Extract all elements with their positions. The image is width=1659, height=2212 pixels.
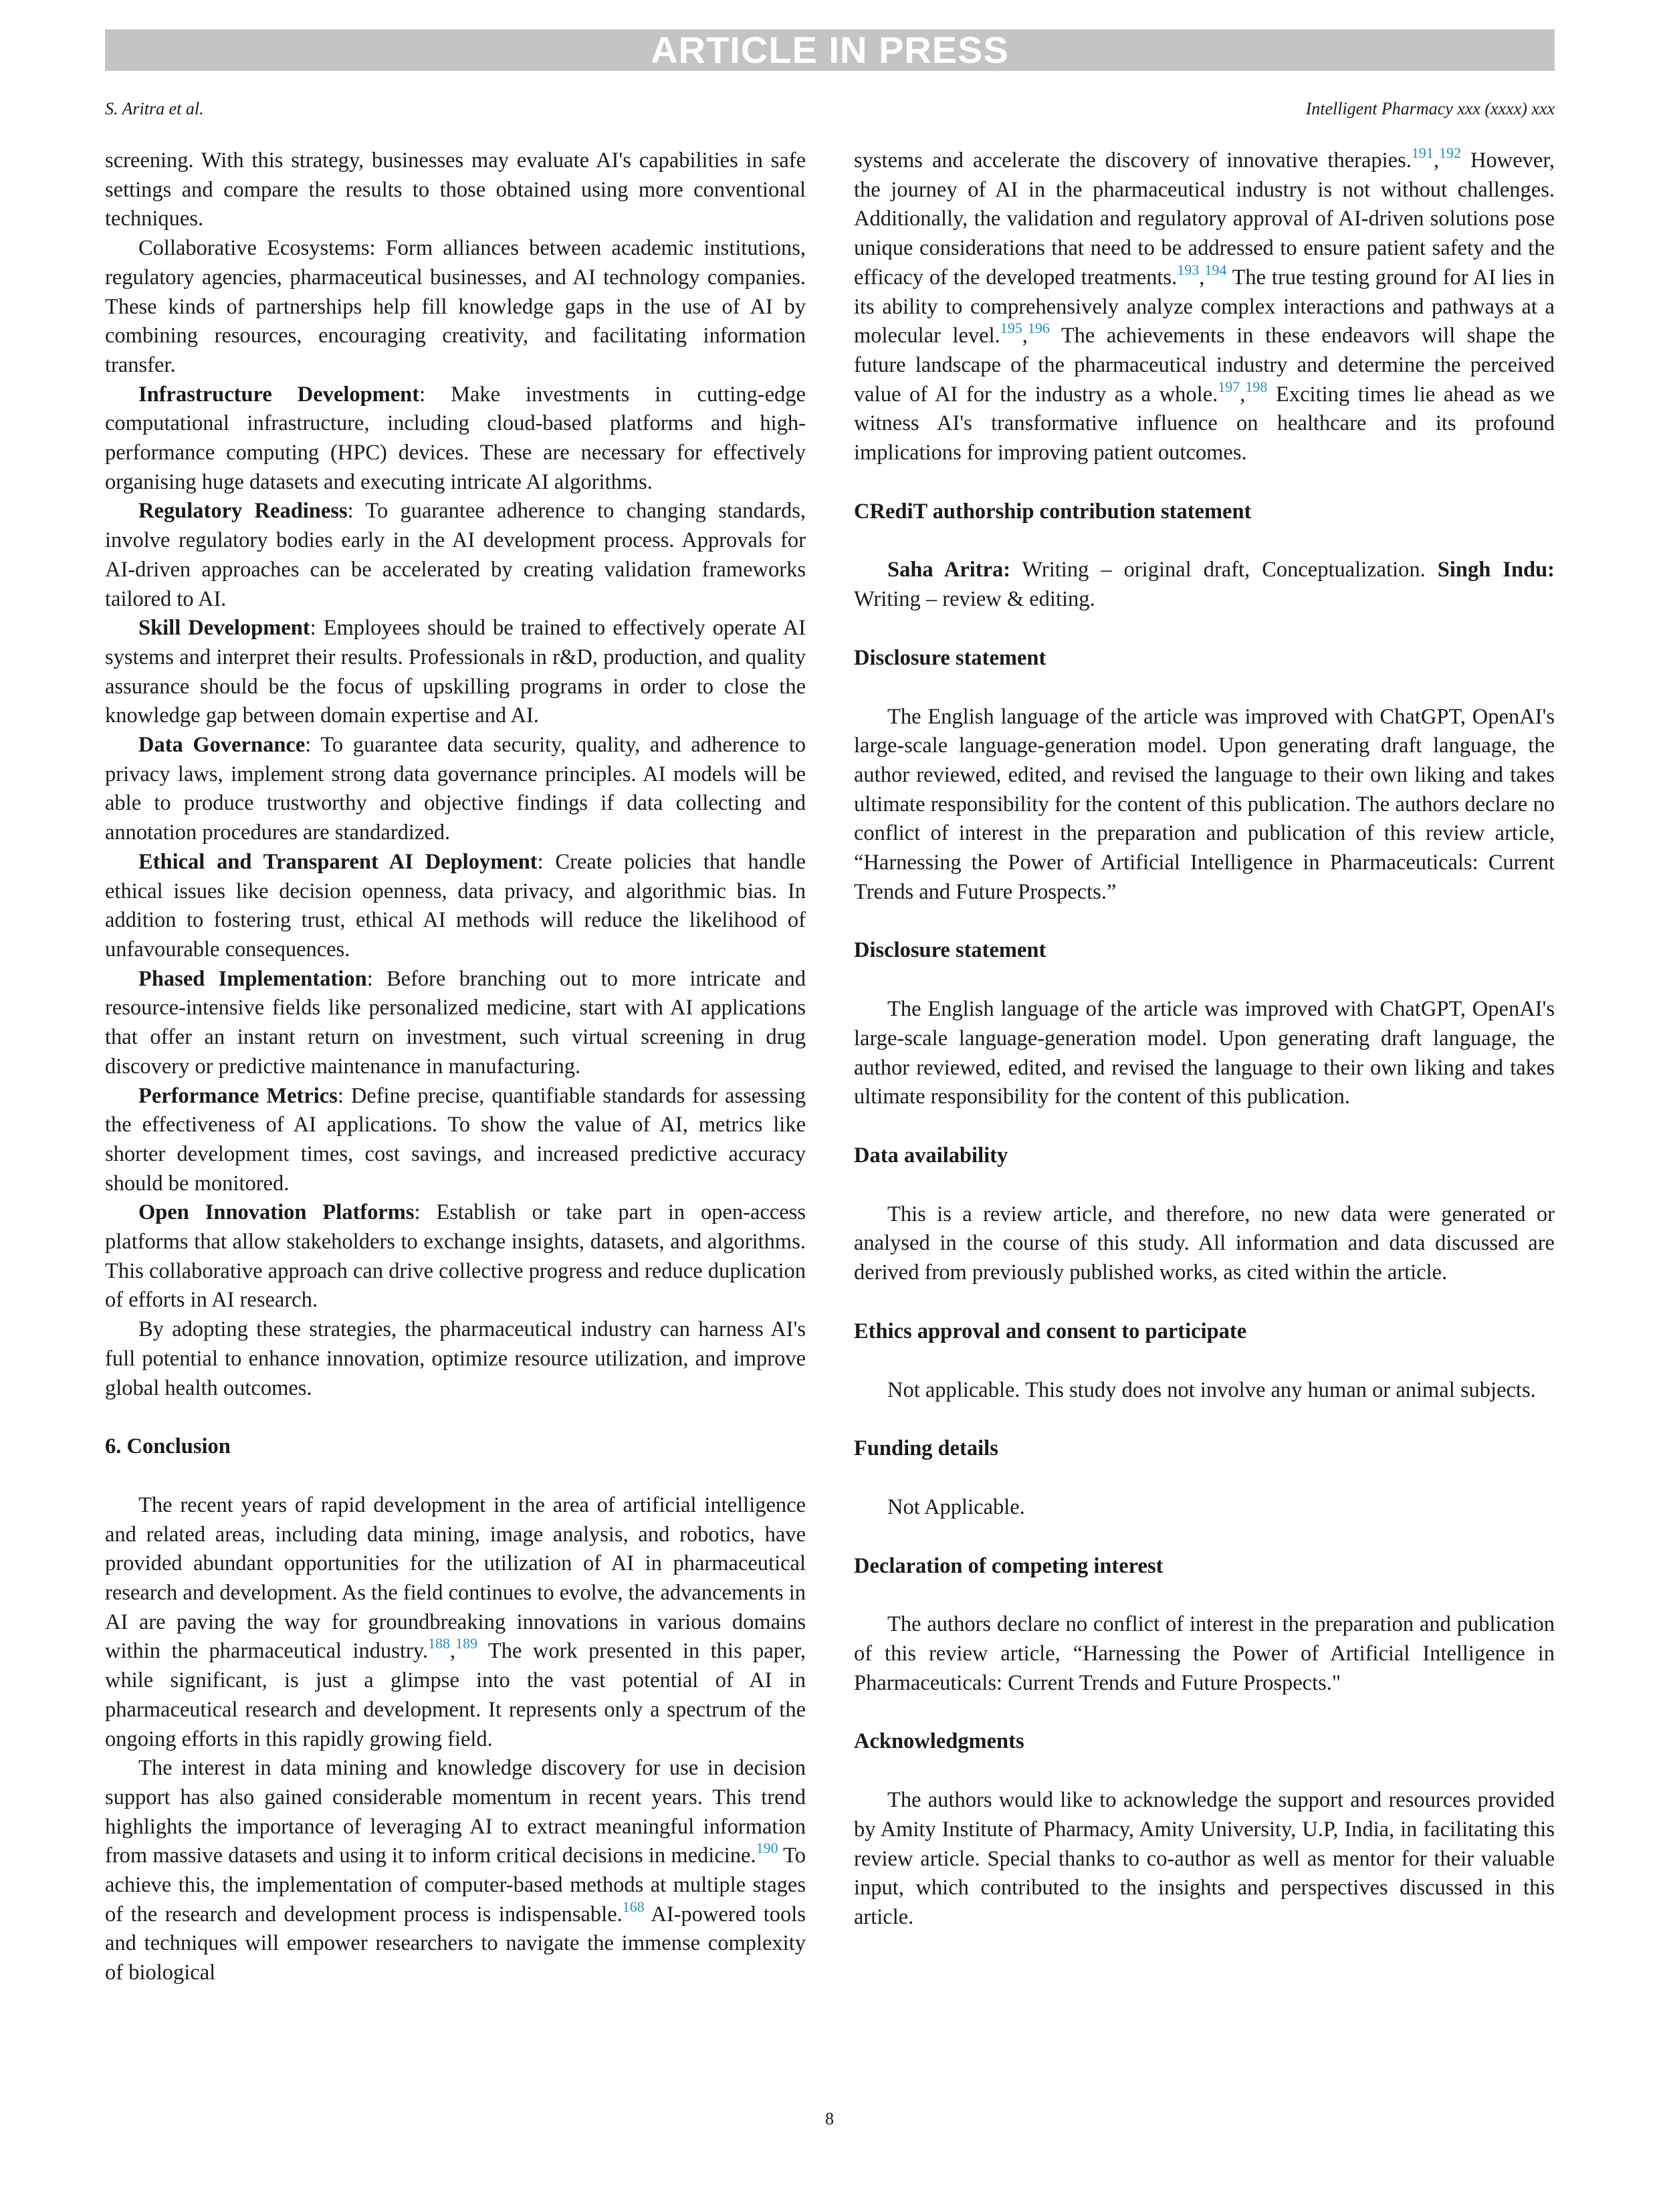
strategy-data-governance: [105, 731, 806, 848]
strategy-skill: [105, 614, 806, 731]
strategy-open-innovation: [105, 1198, 806, 1315]
author-name: Saha Aritra:: [887, 558, 1011, 582]
running-header-authors: S. Aritra et al.: [105, 99, 204, 118]
paragraph-conclusion-2: [105, 1754, 806, 1988]
author-role: Writing – review & editing.: [854, 587, 1095, 612]
text-run: The recent years of rapid development in the area of artificial intelligence and related areas, including data mining, image analysis, and robotics, have provided abundant opportunities for the utilization of AI in pharmaceutical research and development. As the field continues to evolve, the advancements in AI are paving the way for groundbreaking innovations in various domains within the pharmaceutical industry.: [105, 1492, 806, 1664]
citation-link[interactable]: 193: [1177, 261, 1200, 278]
author-name: Singh Indu:: [1437, 558, 1555, 582]
paragraph-conclusion-1: [105, 1491, 806, 1754]
citation-link[interactable]: 195: [1000, 320, 1022, 337]
article-in-press-banner: ARTICLE IN PRESS: [105, 29, 1555, 71]
paragraph-collaborative-ecosystems: Collaborative Ecosystems: Form alliances between academic institutions, regulatory agencies, pharmaceutical businesses, and AI technology companies. These kinds of partnerships help fill knowledge gaps in the use of AI by combining resources, encouraging creativity, and facilitating information transfer.: [105, 236, 806, 377]
strategy-infrastructure: [105, 380, 806, 497]
citation-link[interactable]: 198: [1245, 378, 1268, 395]
strategy-term: Regulatory Readiness: [138, 499, 348, 524]
citation-link[interactable]: 192: [1439, 144, 1461, 161]
page-number: 8: [825, 2109, 834, 2128]
section-heading-disclosure: Disclosure statement: [854, 645, 1046, 670]
text-run: AI-powered tools and techniques will empower researchers to navigate the immense complexity of biological: [105, 1902, 806, 1985]
section-heading-credit: CRediT authorship contribution statement: [854, 499, 1252, 524]
paragraph-ethics: Not applicable. This study does not involve any human or animal subjects.: [887, 1377, 1536, 1402]
citation-separator: ,: [1199, 265, 1205, 290]
paragraph-competing-interest: The authors declare no conflict of interest in the preparation and publication of this review article, “Harnessing the Power of Artificial Intelligence in Pharmaceuticals: Current Trends and Future Prospects.": [854, 1612, 1555, 1695]
citation-link[interactable]: 196: [1027, 320, 1050, 337]
strategy-regulatory: [105, 497, 806, 614]
strategy-text: : Define precise, quantifiable standards for assessing the effectiveness of AI applications. To show the value of AI, metrics like shorter development times, cost savings, and increased predictive accuracy should be monitored.: [105, 1083, 806, 1196]
left-column: [105, 146, 806, 1988]
text-run: The interest in data mining and knowledge discovery for use in decision support has also gained considerable momentum in recent years. This trend highlights the importance of leveraging AI to extract meaningful information from massive datasets and using it to inform critical decisions in medicine.: [105, 1756, 806, 1868]
citation-separator: ,: [1240, 382, 1246, 407]
section-heading-data-availability: Data availability: [854, 1143, 1008, 1168]
citation-link[interactable]: 189: [455, 1635, 478, 1652]
text-run: However, the journey of AI in the pharmaceutical industry is not without challenges. Additionally, the validation and regulatory approval of AI-driven solutions pose unique considerations that need to be addressed to ensure patient safety and the efficacy of the developed treatments.: [854, 148, 1555, 290]
section-heading-acknowledgments: Acknowledgments: [854, 1729, 1024, 1754]
strategy-term: Phased Implementation: [138, 966, 367, 991]
text-run: The work presented in this paper, while significant, is just a glimpse into the vast potential of AI in pharmaceutical research and development. It represents only a spectrum of the ongoing efforts in this rapidly growing field.: [105, 1639, 806, 1751]
strategy-term: Ethical and Transparent AI Deployment: [138, 849, 538, 874]
text-run: Exciting times lie ahead as we witness AI's transformative influence on healthcare and its profound implications for improving patient outcomes.: [854, 382, 1555, 465]
right-column: [854, 146, 1555, 1932]
paragraph-conclusion-3: [854, 146, 1555, 468]
strategy-text: : Create policies that handle ethical issues like decision openness, data privacy, and algorithmic bias. In addition to fostering trust, ethical AI methods will reduce the likelihood of unfavourable consequences.: [105, 849, 806, 962]
paragraph-data-availability: This is a review article, and therefore, no new data were generated or analysed in the course of this study. All information and data discussed are derived from previously published works, as cited within the article.: [854, 1202, 1555, 1285]
section-heading-funding: Funding details: [854, 1436, 998, 1461]
paragraph-credit: [854, 556, 1555, 614]
strategy-text: : Before branching out to more intricate and resource-intensive fields like personalized medicine, start with AI applications that offer an instant return on investment, such virtual screening in drug discovery or predictive maintenance in manufacturing.: [105, 966, 806, 1079]
paragraph-disclosure-2: The English language of the article was improved with ChatGPT, OpenAI's large-scale language-generation model. Upon generating draft language, the author reviewed, edited, and revised the language to their own liking and takes ultimate responsibility for the content of this publication.: [854, 997, 1555, 1109]
author-role: Writing – original draft, Conceptualization.: [1010, 558, 1438, 582]
citation-separator: ,: [1433, 148, 1439, 173]
strategy-term: Open Innovation Platforms: [138, 1200, 415, 1225]
section-heading-conclusion: 6. Conclusion: [105, 1434, 231, 1459]
citation-link[interactable]: 191: [1411, 144, 1434, 161]
strategy-text: : To guarantee data security, quality, and adherence to privacy laws, implement strong data governance principles. AI models will be able to produce trustworthy and objective findings if data collecting and annotation procedures are standardized.: [105, 733, 806, 845]
strategy-text: : Employees should be trained to effectively operate AI systems and interpret their results. Professionals in r&D, production, and quality assurance should be the focus of upskilling programs in order to close the knowledge gap between domain expertise and AI.: [105, 616, 806, 728]
citation-link[interactable]: 190: [756, 1840, 778, 1857]
citation-link[interactable]: 197: [1218, 378, 1240, 395]
citation-separator: ,: [450, 1639, 456, 1664]
running-header-journal: Intelligent Pharmacy xxx (xxxx) xxx: [1305, 99, 1555, 118]
section-heading-ethics: Ethics approval and consent to participate: [854, 1319, 1247, 1343]
strategy-text: : Establish or take part in open-access platforms that allow stakeholders to exchange insights, datasets, and algorithms. This collaborative approach can drive collective progress and reduce duplication of efforts in AI research.: [105, 1200, 806, 1313]
strategy-phased: [105, 965, 806, 1082]
citation-link[interactable]: 194: [1204, 261, 1227, 278]
paragraph-screening: screening. With this strategy, businesses may evaluate AI's capabilities in safe settings and compare the results to those obtained using more conventional techniques.: [105, 148, 806, 231]
strategy-text: : Make investments in cutting-edge computational infrastructure, including cloud-based platforms and high-performance computing (HPC) devices. These are necessary for effectively organising huge datasets and executing intricate AI algorithms.: [105, 382, 806, 494]
section-heading-disclosure-2: Disclosure statement: [854, 938, 1046, 963]
strategy-term: Infrastructure Development: [138, 382, 420, 407]
paragraph-disclosure-1: The English language of the article was improved with ChatGPT, OpenAI's large-scale language-generation model. Upon generating draft language, the author reviewed, edited, and revised the language to their own liking and takes ultimate responsibility for the content of this publication. The authors declare no conflict of interest in the preparation and publication of this review article, “Harnessing the Power of Artificial Intelligence in Pharmaceuticals: Current Trends and Future Prospects.”: [854, 704, 1555, 904]
strategy-performance: [105, 1082, 806, 1199]
text-run: To achieve this, the implementation of computer-based methods at multiple stages of the research and development process is indispensable.: [105, 1844, 806, 1926]
strategy-ethical: [105, 848, 806, 965]
citation-link[interactable]: 168: [622, 1898, 645, 1915]
paragraph-acknowledgments: The authors would like to acknowledge the support and resources provided by Amity Institute of Pharmacy, Amity University, U.P, India, in facilitating this review article. Special thanks to co-author as well as mentor for their valuable input, which contributed to the insights and perspectives discussed in this article.: [854, 1788, 1555, 1929]
strategy-term: Data Governance: [138, 733, 306, 758]
strategy-text: : To guarantee adherence to changing standards, involve regulatory bodies early in the AI development process. Approvals for AI-driven approaches can be accelerated by creating validation frameworks tailored to AI.: [105, 499, 806, 611]
citation-link[interactable]: 188: [428, 1635, 450, 1652]
text-run: systems and accelerate the discovery of innovative therapies.: [854, 148, 1412, 173]
section-heading-competing-interest: Declaration of competing interest: [854, 1553, 1164, 1578]
strategy-term: Performance Metrics: [138, 1083, 338, 1108]
text-run: The true testing ground for AI lies in its ability to comprehensively analyze complex interactions and pathways at a molecular level.: [854, 265, 1555, 348]
strategy-term: Skill Development: [138, 616, 310, 641]
text-run: The achievements in these endeavors will shape the future landscape of the pharmaceutical industry and determine the perceived value of AI for the industry as a whole.: [854, 324, 1555, 407]
paragraph-adopting: By adopting these strategies, the pharmaceutical industry can harness AI's full potential to enhance innovation, optimize resource utilization, and improve global health outcomes.: [105, 1317, 806, 1400]
citation-separator: ,: [1022, 324, 1028, 348]
paragraph-funding: Not Applicable.: [887, 1495, 1025, 1519]
